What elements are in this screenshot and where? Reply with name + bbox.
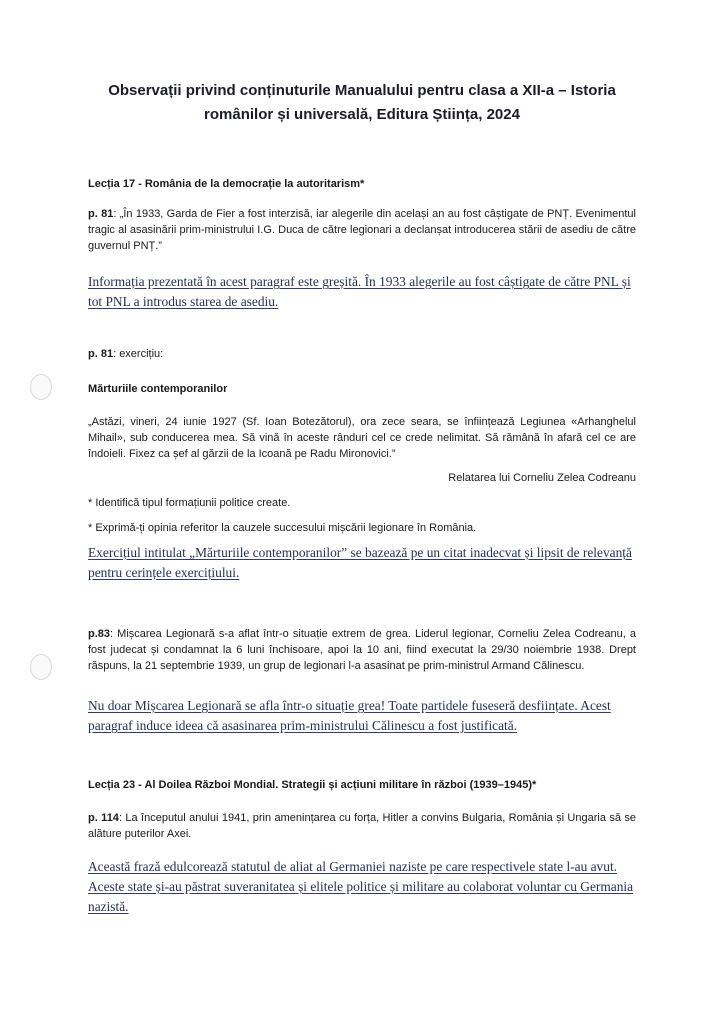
document-title-line-2: românilor și universală, Editura Știința, 2024 — [204, 106, 520, 123]
exercise-task-1: * Identifică tipul formațiunii politice create. — [88, 497, 291, 509]
lesson-17-exercise-ref — [88, 346, 636, 362]
exercise-subheading: Mărturiile contemporanilor — [88, 383, 228, 395]
quote-source: Relatarea lui Corneliu Zelea Codreanu — [448, 472, 636, 484]
lesson-17-heading: Lecția 17 - România de la democrație la autoritarism* — [88, 178, 365, 190]
document-title — [95, 79, 629, 127]
punch-hole-decoration — [30, 374, 52, 400]
lesson-23-excerpt-p114 — [88, 810, 636, 842]
excerpt-text: : Mișcarea Legionară s-a aflat într-o situație extrem de grea. Liderul legionar, Corneliu Zelea Codreanu, a fost judecat și condamnat la 6 luni închisoare, apoi la 10 ani, fiind executat la 29/30 noiembrie 1938. Drept răspuns, la 21 septembrie 1939, un grup de legionari l-a asasinat pe prim-ministrul Armand Călinescu. — [88, 628, 636, 672]
lesson-17-excerpt-p83 — [88, 626, 636, 674]
page-reference: p.83 — [88, 628, 111, 640]
observation-note: Informația prezentată în acest paragraf este greșită. În 1933 alegerile au fost câștigate de către PNL și tot PNL a introdus starea de asediu. — [88, 274, 631, 309]
excerpt-text: : La începutul anului 1941, prin amenințarea cu forța, Hitler a convins Bulgaria, România și Ungaria să se alăture puterilor Axei. — [88, 812, 636, 840]
page-reference: p. 81 — [88, 208, 114, 220]
page-reference: p. 81 — [88, 348, 114, 360]
observation-note: Nu doar Mișcarea Legionară se afla într-o situație grea! Toate partidele fuseseră desființate. Acest paragraf induce ideea că asasinarea prim-ministrului Călinescu a fost justificată. — [88, 698, 611, 733]
page-reference: p. 114 — [88, 812, 119, 824]
excerpt-text: : „În 1933, Garda de Fier a fost interzisă, iar alegerile din același an au fost câștigate de PNȚ. Evenimentul tragic al asasinării prim-ministrului I.G. Duca de către legionari a declanșat introducerea stării de asediu de către guvernul PNȚ.” — [88, 208, 636, 252]
document-title-line-1: Observații privind conținuturile Manualului pentru clasa a XII-a – Istoria — [108, 82, 616, 99]
observation-note: Exercițiul intitulat „Mărturiile contemporanilor” se bazează pe un citat inadecvat și lipsit de relevanță pentru cerințele exercițiului. — [88, 545, 632, 580]
punch-hole-decoration — [30, 654, 52, 680]
exercise-quote: „Astăzi, vineri, 24 iunie 1927 (Sf. Ioan Botezătorul), ora zece seara, se înființează Legiunea «Arhanghelul Mihail», sub conducerea mea. Să vină în aceste rânduri cel ce crede nelimitat. Să rămână în afară cel ce are îndoieli. Fixez ca șef al gărzii de la Icoană pe Radu Mironovici.” — [88, 416, 636, 460]
lesson-23-heading: Lecția 23 - Al Doilea Război Mondial. Strategii și acțiuni militare în război (1939–1945)* — [88, 779, 537, 791]
exercise-task-2: * Exprimă-ți opinia referitor la cauzele succesului mișcării legionare în România. — [88, 522, 477, 534]
observation-note: Această frază edulcorează statutul de aliat al Germaniei naziste pe care respectivele state l-au avut. Aceste state și-au păstrat suveranitatea și elitele politice și militare au colaborat voluntar cu Germania nazistă. — [88, 859, 634, 914]
excerpt-text: : exercițiu: — [113, 348, 164, 360]
lesson-17-excerpt-p81 — [88, 206, 636, 254]
